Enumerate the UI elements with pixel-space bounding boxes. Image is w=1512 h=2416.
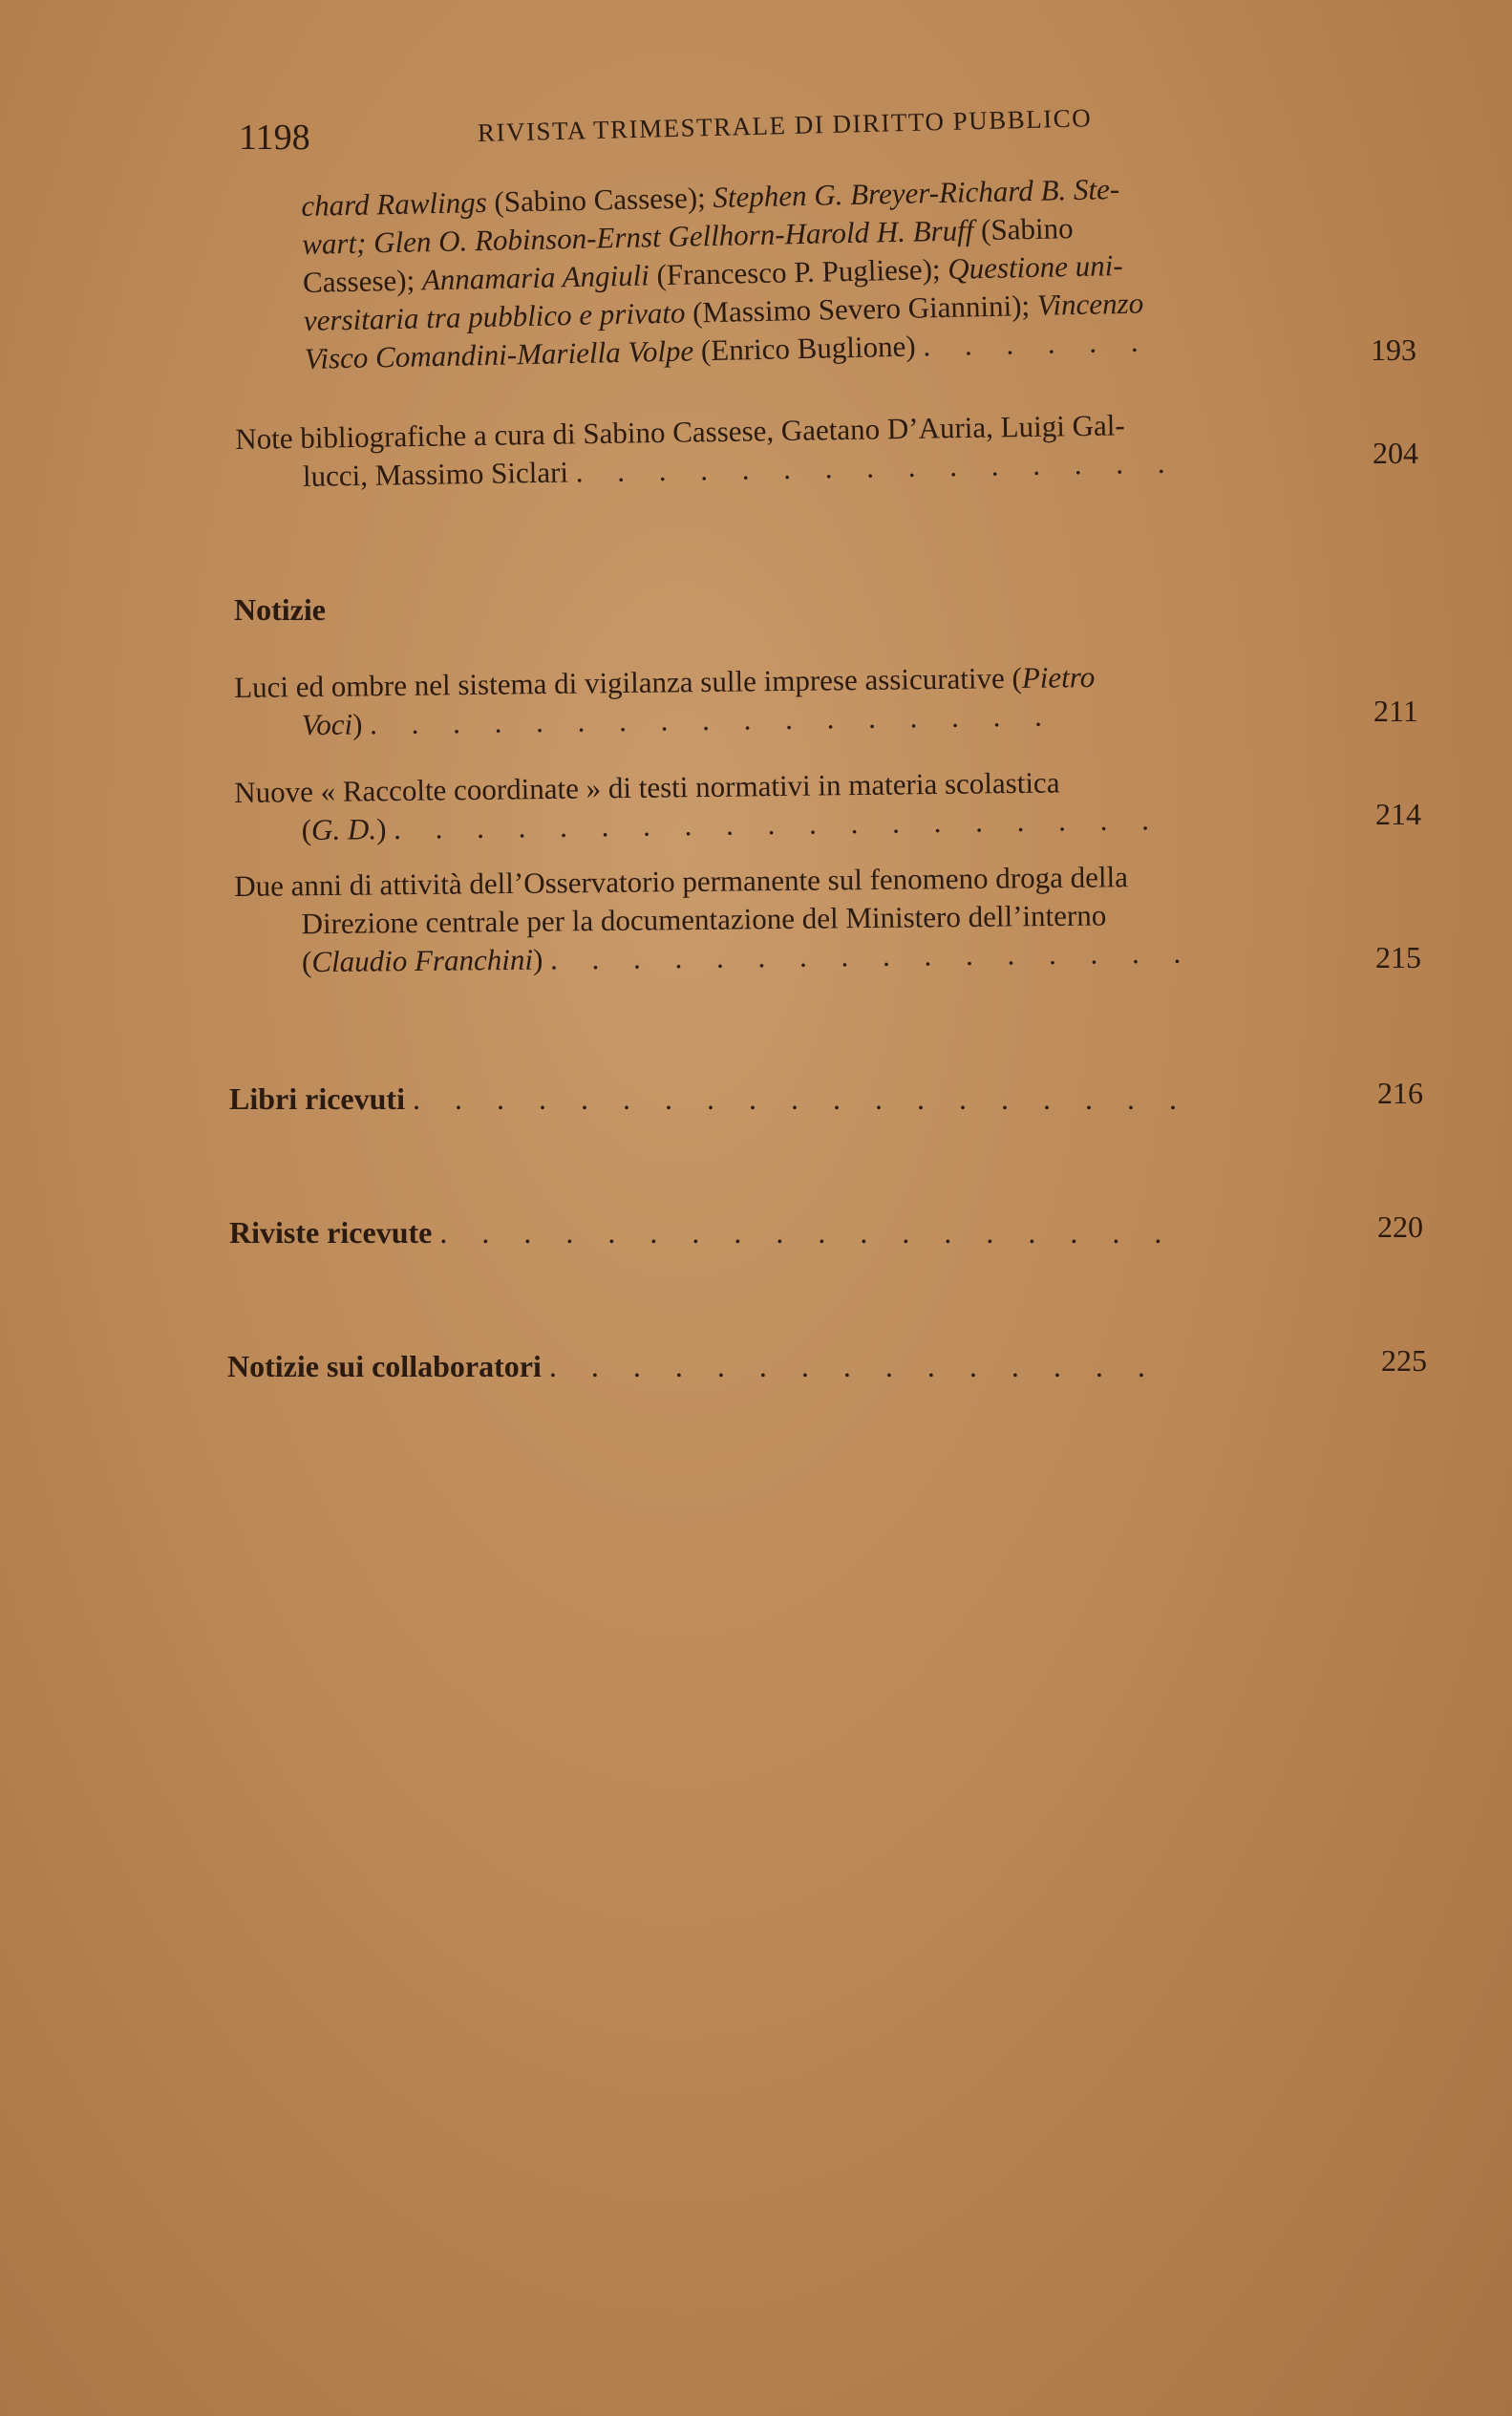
toc-line: wart; Glen O. Robinson-Ernst Gellhorn-Harold H. Bruff (Sabino: [301, 211, 1074, 261]
running-title: RIVISTA TRIMESTRALE DI DIRITTO PUBBLICO: [477, 103, 1093, 147]
toc-section-libri-ricevuti: Libri ricevuti . . . . . . . . . . . . . . . . . . .: [229, 1081, 1190, 1116]
toc-page-number: 225: [1381, 1343, 1427, 1378]
toc-page-number: 211: [1374, 694, 1418, 728]
toc-line: (Claudio Franchini) . . . . . . . . . . . . . . . .: [301, 935, 1195, 979]
toc-line: versitaria tra pubblico e privato (Massimo Severo Giannini); Vincenzo: [303, 286, 1144, 337]
toc-page-number: 204: [1373, 436, 1418, 470]
toc-entry-notizie-2: [234, 760, 1343, 850]
toc-section-notizie-collaboratori: Notizie sui collaboratori . . . . . . . . . . . . . . .: [227, 1349, 1159, 1383]
toc-line: Voci) . . . . . . . . . . . . . . . . .: [301, 698, 1056, 742]
toc-line: lucci, Massimo Siclari . . . . . . . . . . . . . . .: [302, 445, 1179, 493]
page-header: [239, 103, 1194, 164]
toc-page-number: 214: [1375, 797, 1421, 831]
toc-entry-note-bibliografiche: [235, 403, 1344, 497]
toc-page-number: 193: [1371, 332, 1416, 367]
toc-line: Visco Comandini-Mariella Volpe (Enrico Buglione) . . . . . .: [304, 324, 1152, 375]
toc-page-number: 216: [1377, 1076, 1423, 1110]
toc-line: chard Rawlings (Sabino Cassese); Stephen G. Breyer-Richard B. Ste-: [301, 172, 1120, 223]
section-heading-notizie: Notizie: [234, 592, 326, 627]
toc-entry-reviews: [301, 165, 1336, 378]
page-number: 1198: [239, 118, 310, 158]
toc-line: Note bibliografiche a cura di Sabino Cassese, Gaetano D’Auria, Luigi Gal-: [235, 408, 1125, 456]
toc-entry-notizie-3: [234, 856, 1343, 982]
toc-line: Direzione centrale per la documentazione del Ministero dell’interno: [301, 898, 1107, 941]
toc-page-number: 220: [1377, 1209, 1423, 1244]
toc-line: Nuove « Raccolte coordinate » di testi normativi in materia scolastica: [234, 765, 1060, 809]
toc-page-number: 215: [1375, 940, 1421, 974]
toc-section-riviste-ricevute: Riviste ricevute . . . . . . . . . . . . . . . . . .: [229, 1215, 1176, 1250]
toc-entry-notizie-1: [234, 655, 1343, 745]
toc-line: Due anni di attività dell’Osservatorio permanente sul fenomeno droga della: [234, 860, 1129, 903]
toc-line: Luci ed ombre nel sistema di vigilanza sulle imprese assicurative (Pietro: [234, 659, 1096, 704]
toc-line: (G. D.) . . . . . . . . . . . . . . . . . . .: [301, 802, 1163, 847]
toc-line: Cassese); Annamaria Angiuli (Francesco P. Pugliese); Questione uni-: [302, 247, 1123, 299]
